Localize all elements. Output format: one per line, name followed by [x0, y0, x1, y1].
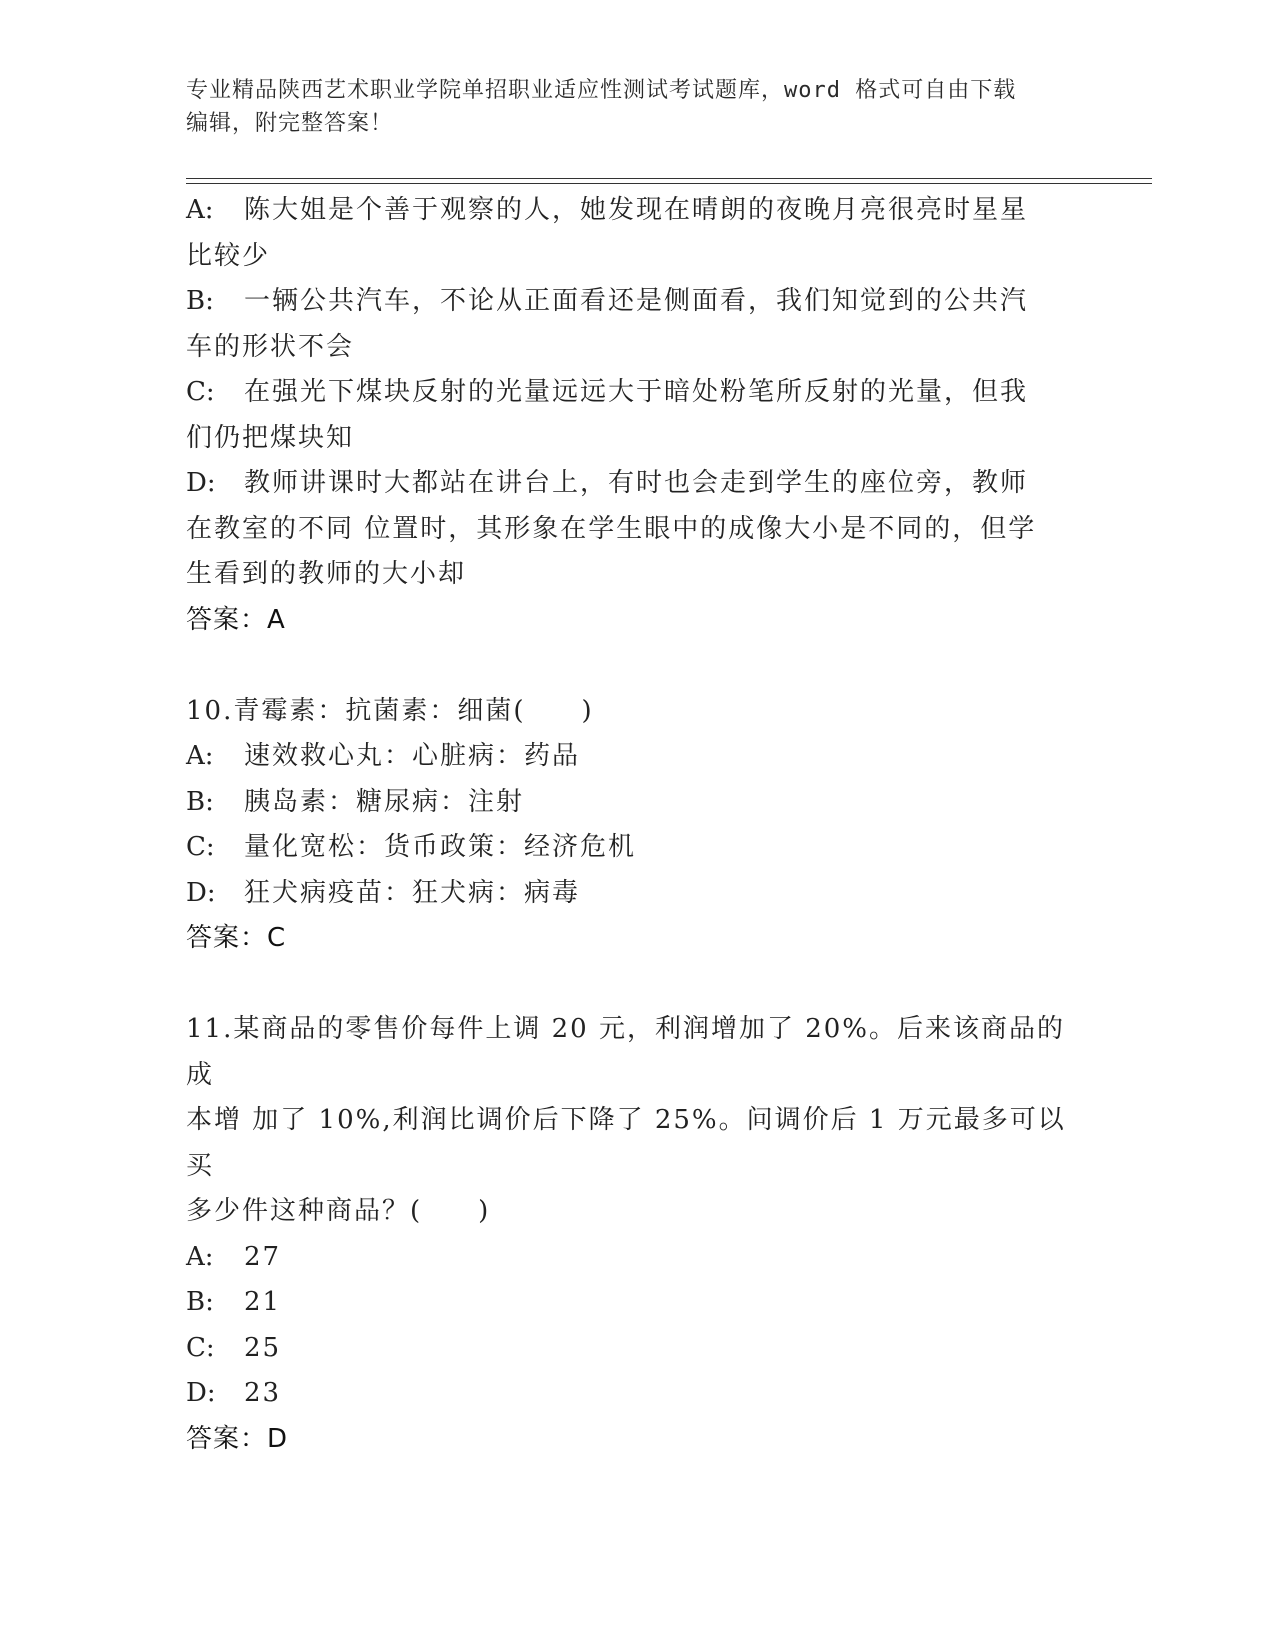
option-letter: D: — [186, 877, 216, 908]
document-header — [186, 74, 1086, 140]
option-text: 狂犬病疫苗：狂犬病：病毒 — [244, 877, 581, 908]
q9-option-d — [186, 461, 1086, 598]
option-text-cont: 车的形状不会 — [186, 331, 355, 362]
q11-option-d — [186, 1371, 1086, 1417]
option-text: 在强光下煤块反射的光量远远大于暗处粉笔所反射的光量，但我 — [244, 377, 1029, 407]
q11-stem-line-3: 多少件这种商品？( ) — [186, 1196, 491, 1226]
q10-option-b — [186, 780, 1086, 826]
option-text-cont: 们仍把煤块知 — [186, 422, 355, 453]
option-text: 陈大姐是个善于观察的人，她发现在晴朗的夜晚月亮很亮时星星 — [244, 195, 1029, 225]
option-text: 教师讲课时大都站在讲台上，有时也会走到学生的座位旁，教师 — [244, 468, 1029, 498]
q11-option-a — [186, 1235, 1086, 1281]
q9-option-b — [186, 279, 1086, 370]
option-letter: A: — [186, 195, 214, 225]
spacer — [186, 643, 1086, 689]
question-11 — [186, 1007, 1086, 1462]
q9-answer: 答案：A — [186, 604, 286, 635]
option-text-cont: 比较少 — [186, 240, 271, 271]
option-letter: D: — [186, 468, 216, 498]
option-letter: A: — [186, 1241, 214, 1272]
question-10 — [186, 689, 1086, 962]
option-letter: B: — [186, 786, 214, 817]
option-letter: C: — [186, 377, 215, 407]
header-line-2: 编辑，附完整答案！ — [186, 111, 394, 136]
header-divider-top — [186, 178, 1152, 179]
option-text: 23 — [244, 1378, 282, 1408]
q11-option-c — [186, 1326, 1086, 1372]
document-body — [186, 188, 1086, 1462]
option-letter: C: — [186, 1332, 215, 1363]
option-letter: D: — [186, 1378, 216, 1408]
option-text: 量化宽松：货币政策：经济危机 — [244, 832, 637, 862]
option-letter: C: — [186, 832, 215, 862]
q10-stem: 10.青霉素：抗菌素：细菌( ) — [186, 695, 594, 726]
q9-option-c — [186, 370, 1086, 461]
q10-option-c — [186, 825, 1086, 871]
option-text: 21 — [244, 1287, 282, 1317]
option-text: 胰岛素：糖尿病：注射 — [244, 786, 525, 817]
option-text: 25 — [244, 1332, 282, 1363]
option-text-cont: 生看到的教师的大小却 — [186, 559, 467, 589]
q10-answer: 答案：C — [186, 923, 287, 953]
header-divider-bottom — [186, 183, 1152, 184]
q10-option-a — [186, 734, 1086, 780]
q11-answer: 答案：D — [186, 1423, 289, 1454]
spacer — [186, 962, 1086, 1008]
q11-stem-line-1: 11.某商品的零售价每件上调 20 元，利润增加了 20%。后来该商品的成 — [186, 1014, 1066, 1090]
option-letter: A: — [186, 741, 214, 771]
q11-stem-line-2: 本增 加了 10%,利润比调价后下降了 25%。问调价后 1 万元最多可以买 — [186, 1105, 1066, 1181]
option-letter: B: — [186, 1287, 214, 1317]
header-line-1: 专业精品陕西艺术职业学院单招职业适应性测试考试题库，word 格式可自由下载 — [186, 78, 1017, 103]
option-text: 一辆公共汽车，不论从正面看还是侧面看，我们知觉到的公共汽 — [244, 286, 1029, 316]
option-text: 27 — [244, 1241, 282, 1272]
option-text: 速效救心丸：心脏病：药品 — [244, 741, 581, 771]
q10-option-d — [186, 871, 1086, 917]
q11-option-b — [186, 1280, 1086, 1326]
question-9 — [186, 188, 1086, 643]
q9-option-a — [186, 188, 1086, 279]
option-letter: B: — [186, 286, 214, 316]
option-text-cont: 在教室的不同 位置时，其形象在学生眼中的成像大小是不同的，但学 — [186, 513, 1037, 544]
